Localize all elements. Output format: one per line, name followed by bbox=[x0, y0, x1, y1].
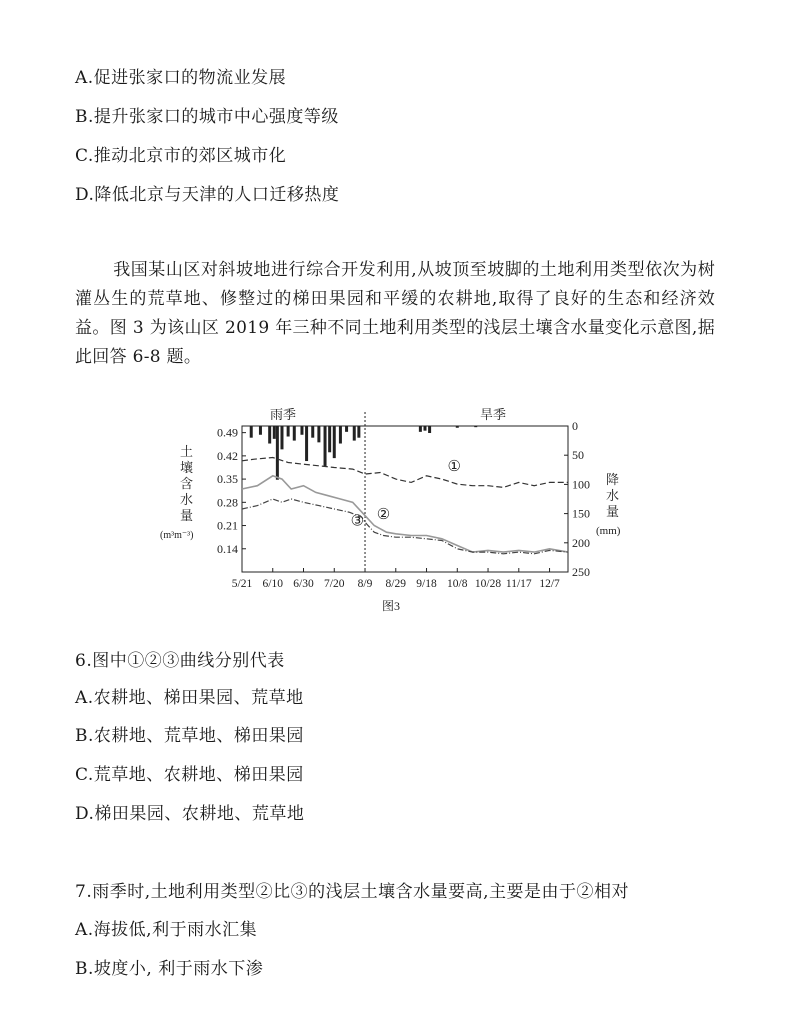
right-axis-title bbox=[596, 472, 621, 537]
x-tick-label: 9/18 bbox=[416, 578, 437, 590]
right-axis-char: 水 bbox=[606, 488, 620, 503]
season-dry-label: 旱季 bbox=[480, 407, 507, 422]
passage bbox=[75, 256, 715, 372]
precip-bar bbox=[273, 426, 276, 439]
precip-bar bbox=[357, 426, 360, 438]
curve-label-2: ② bbox=[376, 506, 391, 523]
left-axis-char: 量 bbox=[180, 508, 194, 523]
q5-option-b: B.提升张家口的城市中心强度等级 bbox=[75, 107, 339, 127]
precip-bar bbox=[311, 426, 314, 438]
soil-moisture-figure bbox=[150, 402, 650, 632]
right-axis-char: 量 bbox=[606, 504, 620, 519]
precip-bar bbox=[428, 426, 431, 433]
q7-option-a: A.海拔低,利于雨水汇集 bbox=[75, 920, 258, 940]
precip-bar bbox=[250, 426, 253, 438]
right-axis-char: 降 bbox=[606, 472, 620, 487]
x-tick-label: 6/30 bbox=[293, 578, 314, 590]
left-tick-label: 0.35 bbox=[217, 472, 238, 487]
q6-option-b: B.农耕地、荒草地、梯田果园 bbox=[75, 726, 304, 746]
right-axis-unit: (mm) bbox=[596, 525, 621, 537]
series-line-1 bbox=[242, 458, 568, 488]
left-axis-char: 壤 bbox=[180, 460, 194, 475]
series-line-3 bbox=[242, 499, 568, 554]
precip-bar bbox=[353, 426, 356, 441]
left-axis-unit: (m³m⁻³) bbox=[160, 530, 194, 541]
precip-bar bbox=[287, 426, 290, 437]
q5-option-c: C.推动北京市的郊区城市化 bbox=[75, 146, 287, 166]
precip-bar bbox=[259, 426, 262, 435]
right-tick-label: 200 bbox=[572, 535, 590, 550]
precip-bar bbox=[339, 426, 342, 444]
curve-label-1: ① bbox=[447, 458, 461, 475]
q6-option-d: D.梯田果园、农耕地、荒草地 bbox=[75, 804, 305, 824]
precip-bar bbox=[474, 426, 477, 427]
soil-moisture-chart bbox=[150, 402, 650, 632]
left-axis-char: 土 bbox=[180, 444, 194, 459]
x-tick-label: 11/17 bbox=[505, 578, 532, 590]
left-tick-label: 0.14 bbox=[217, 541, 238, 556]
precip-bar bbox=[345, 426, 348, 432]
precip-bar bbox=[276, 426, 279, 480]
left-axis-char: 水 bbox=[180, 492, 194, 507]
precip-bar bbox=[328, 426, 331, 452]
right-tick-label: 50 bbox=[572, 448, 584, 463]
q5-option-d: D.降低北京与天津的人口迁移热度 bbox=[75, 185, 340, 205]
figure-caption: 图3 bbox=[382, 599, 401, 613]
x-tick-label: 10/28 bbox=[474, 578, 502, 590]
precip-bar bbox=[317, 426, 320, 442]
right-tick-label: 100 bbox=[572, 477, 590, 492]
right-tick-label: 250 bbox=[572, 565, 590, 579]
left-tick-label: 0.42 bbox=[217, 448, 238, 463]
x-tick-label: 12/7 bbox=[539, 578, 560, 590]
precip-bar bbox=[280, 426, 283, 449]
passage-text: 我国某山区对斜坡地进行综合开发利用,从坡顶至坡脚的土地利用类型依次为树灌丛生的荒草地、修整过的梯田果园和平缓的农耕地,取得了良好的生态和经济效益。图 3 为该山区 2019 年三种不同土地利用类型的浅层土壤含水量变化示意图,据此回答 6-8 题。 bbox=[75, 260, 715, 367]
precip-bar bbox=[423, 426, 426, 431]
precip-bar bbox=[456, 426, 459, 428]
precip-bar bbox=[419, 426, 422, 432]
q5-option-a: A.促进张家口的物流业发展 bbox=[75, 68, 287, 88]
precip-bar bbox=[300, 426, 303, 435]
x-tick-label: 8/9 bbox=[357, 578, 373, 590]
left-tick-label: 0.49 bbox=[217, 425, 238, 440]
q6-stem: 6.图中①②③曲线分别代表 bbox=[75, 651, 285, 671]
precip-bar bbox=[324, 426, 327, 467]
x-tick-label: 8/29 bbox=[385, 578, 407, 590]
q6-option-c: C.荒草地、农耕地、梯田果园 bbox=[75, 765, 304, 785]
right-tick-label: 0 bbox=[572, 419, 578, 433]
q7-option-b: B.坡度小, 利于雨水下渗 bbox=[75, 959, 264, 979]
precip-bar bbox=[293, 426, 296, 441]
x-tick-label: 10/8 bbox=[447, 578, 468, 590]
season-rain-label: 雨季 bbox=[270, 407, 297, 422]
x-tick-label: 7/20 bbox=[324, 578, 345, 590]
left-tick-label: 0.28 bbox=[217, 495, 238, 510]
precip-bar bbox=[305, 426, 308, 461]
left-axis-char: 含 bbox=[180, 476, 194, 491]
q7-stem: 7.雨季时,土地利用类型②比③的浅层土壤含水量要高,主要是由于②相对 bbox=[75, 882, 630, 902]
x-tick-label: 6/10 bbox=[262, 578, 283, 590]
x-tick-label: 5/21 bbox=[231, 578, 253, 590]
curve-label-3: ③ bbox=[350, 513, 365, 530]
left-axis-title bbox=[160, 444, 194, 541]
right-tick-label: 150 bbox=[572, 506, 590, 521]
series-line-2 bbox=[242, 476, 568, 552]
precip-bar bbox=[268, 426, 271, 444]
q6-option-a: A.农耕地、梯田果园、荒草地 bbox=[75, 688, 304, 708]
precip-bar bbox=[333, 426, 336, 458]
left-tick-label: 0.21 bbox=[217, 518, 238, 533]
